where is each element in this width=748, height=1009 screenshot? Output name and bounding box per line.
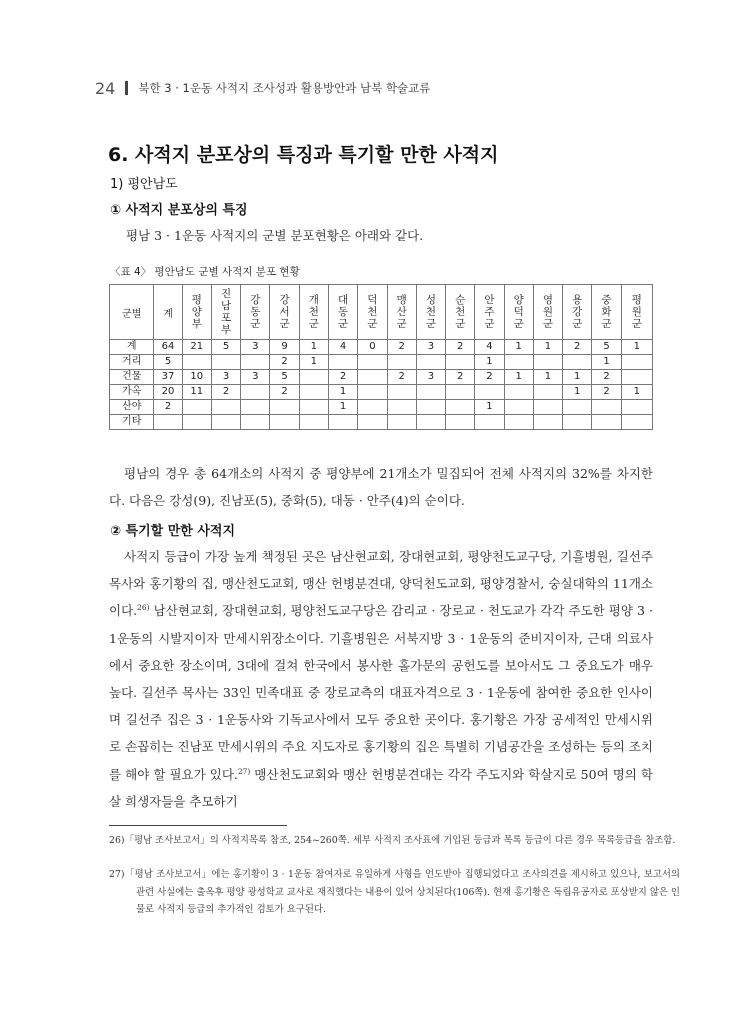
column-header-label: 군별 <box>122 308 142 320</box>
table-cell <box>387 385 416 400</box>
column-header <box>299 285 328 340</box>
column-header <box>358 285 387 340</box>
column-header-label: 덕천군 <box>367 294 378 330</box>
footnote-ref-26[interactable]: 26) <box>137 603 150 613</box>
table-cell: 1 <box>533 370 562 385</box>
paragraph-text-c: 맹산천도교회와 맹산 헌병분견대는 각각 주도지와 학살지로 50여 명의 학살 희생자들을 추모하기 <box>109 766 653 809</box>
table-cell <box>328 355 357 370</box>
footnote-number: 27) <box>109 869 125 880</box>
table-cell <box>446 385 475 400</box>
table-cell: 2 <box>592 370 621 385</box>
section-title: 6. 사적지 분포상의 특징과 특기할 만한 사적지 <box>108 144 499 166</box>
column-header <box>270 285 299 340</box>
table-cell <box>241 385 270 400</box>
column-header-label: 계 <box>163 308 173 320</box>
table-cell <box>211 355 240 370</box>
table-cell <box>154 415 182 430</box>
table-cell: 3 <box>241 340 270 355</box>
table-cell: 3 <box>416 340 445 355</box>
table-row <box>110 385 653 400</box>
table-cell: 2 <box>211 385 240 400</box>
table-cell: 2 <box>446 340 475 355</box>
table-cell <box>299 415 328 430</box>
page-header <box>95 78 430 98</box>
table-cell: 1 <box>563 370 592 385</box>
column-header-label: 용강군 <box>572 294 583 330</box>
table-cell: 20 <box>154 385 182 400</box>
column-header <box>387 285 416 340</box>
table-cell: 1 <box>533 340 562 355</box>
column-header-label: 안주군 <box>484 294 495 330</box>
table-caption: 〈표 4〉 평안남도 군별 사적지 분포 현황 <box>110 266 300 278</box>
table-cell <box>504 355 533 370</box>
footnote-ref-27[interactable]: 27) <box>237 766 251 776</box>
table-cell <box>416 400 445 415</box>
column-header-label: 평양부 <box>191 294 202 330</box>
subsection-title: 1) 평안남도 <box>110 177 178 192</box>
table-cell <box>416 385 445 400</box>
column-header-label: 진남포부 <box>220 288 232 336</box>
table-cell <box>358 400 387 415</box>
table-cell <box>563 355 592 370</box>
column-header-label: 대동군 <box>338 294 349 330</box>
column-header <box>154 285 182 340</box>
column-header-label: 맹산군 <box>396 294 407 330</box>
table-cell <box>533 385 562 400</box>
table-cell: 1 <box>563 385 592 400</box>
column-header-label: 영원군 <box>542 294 554 330</box>
column-header <box>475 285 504 340</box>
column-header <box>182 285 211 340</box>
column-header <box>533 285 562 340</box>
table-cell <box>270 415 299 430</box>
paragraph-text-b: 남산현교회, 장대현교회, 평양천도교구당은 감리교 · 장로교 · 천도교가 각각 주도한 평양 3 · 1운동의 시발지이자 만세시위장소이다. 기흘병원은 서북지방 3 · 1운동의 준비지이자, 근대 의료사에서 중요한 장소이며, 3대에 걸쳐 한국에서 봉사한 홀가문의 공헌도를 보아서도 그 중요도가 매우 높다. 길선주 목사는 33인 민족대표 중 장로교측의 대표자격으로 3 · 1운동에 참여한 중요한 인사이며 길선주 집은 3 · 1운동사와 기독교사에서 모두 중요한 곳이다. 홍기황은 가장 공세적인 만세시위로 손꼽히는 진남포 만세시위의 주요 지도자로 홍기황의 집은 특별히 기념공간을 조성하는 등의 조치를 해야 할 필요가 있다. <box>109 603 653 782</box>
table-cell: 3 <box>211 370 240 385</box>
table-cell: 11 <box>182 385 211 400</box>
column-header-label: 개천군 <box>308 294 319 330</box>
table-cell: 2 <box>563 340 592 355</box>
table-cell: 1 <box>592 355 621 370</box>
table-cell: 2 <box>387 370 416 385</box>
table-cell <box>446 400 475 415</box>
table-row <box>110 355 653 370</box>
table-cell: 1 <box>328 385 357 400</box>
page-number: 24 <box>95 78 116 98</box>
table-cell: 5 <box>270 370 299 385</box>
table-cell <box>416 415 445 430</box>
table-cell <box>241 400 270 415</box>
paragraph-distribution <box>109 460 653 514</box>
table-cell: 1 <box>475 400 504 415</box>
table-cell <box>504 400 533 415</box>
table-cell <box>621 370 652 385</box>
table-row <box>110 340 653 355</box>
column-header <box>416 285 445 340</box>
table-cell <box>182 355 211 370</box>
table-cell: 3 <box>416 370 445 385</box>
table-cell: 1 <box>621 385 652 400</box>
table-cell: 4 <box>328 340 357 355</box>
table-cell <box>592 415 621 430</box>
table-cell: 2 <box>592 385 621 400</box>
header-divider <box>125 81 128 95</box>
column-header <box>328 285 357 340</box>
table-cell: 1 <box>504 370 533 385</box>
column-header <box>563 285 592 340</box>
footnote-divider <box>109 825 287 826</box>
column-header-label: 중화군 <box>601 294 612 330</box>
table-cell <box>299 370 328 385</box>
row-label-cell: 건물 <box>110 370 154 385</box>
column-header-label: 순천군 <box>455 294 466 330</box>
column-header-label: 양덕군 <box>513 294 524 330</box>
column-header-label: 강동군 <box>250 294 261 330</box>
table-cell: 5 <box>154 355 182 370</box>
table-cell: 1 <box>328 400 357 415</box>
paragraph-text-a: 사적지 등급이 가장 높게 책정된 곳은 남산현교회, 장대현교회, 평양천도교구당, 기흘병원, 길선주목사와 홍기황의 집, 맹산천도교회, 맹산 헌병분견대, 양덕천도교회, 평양경찰서, 숭실대학의 11개소이다. <box>109 549 653 619</box>
intro-sentence: 평남 3 · 1운동 사적지의 군별 분포현황은 아래와 같다. <box>126 228 424 243</box>
footnote-26 <box>109 832 680 850</box>
table-cell <box>241 415 270 430</box>
running-title: 북한 3 · 1운동 사적지 조사성과 활용방안과 남북 학술교류 <box>138 81 431 95</box>
table-header-row <box>110 285 653 340</box>
table-cell <box>211 400 240 415</box>
table-cell <box>446 355 475 370</box>
table-cell <box>211 415 240 430</box>
table-cell <box>475 385 504 400</box>
row-label-cell: 기타 <box>110 415 154 430</box>
table-cell <box>621 355 652 370</box>
table-cell: 5 <box>592 340 621 355</box>
table-cell <box>475 415 504 430</box>
column-header <box>110 285 154 340</box>
footnote-27 <box>109 866 680 919</box>
column-header <box>446 285 475 340</box>
table-cell: 1 <box>475 355 504 370</box>
table-cell <box>387 415 416 430</box>
table-row <box>110 370 653 385</box>
row-label-cell: 거리 <box>110 355 154 370</box>
table-cell: 37 <box>154 370 182 385</box>
table-cell <box>270 400 299 415</box>
table-cell: 1 <box>504 340 533 355</box>
table-cell <box>446 415 475 430</box>
column-header-label: 강서군 <box>279 294 290 330</box>
table-cell: 2 <box>387 340 416 355</box>
table-cell <box>328 415 357 430</box>
row-label-cell: 가옥 <box>110 385 154 400</box>
column-header <box>211 285 240 340</box>
table-cell: 2 <box>475 370 504 385</box>
table-cell <box>358 370 387 385</box>
paragraph-text: 평남의 경우 총 64개소의 사적지 중 평양부에 21개소가 밀집되어 전체 사적지의 32%를 차지한다. 다음은 강성(9), 진남포(5), 중화(5), 대동 · 안주(4)의 순이다. <box>109 466 653 509</box>
row-label-cell: 산야 <box>110 400 154 415</box>
table-cell <box>504 385 533 400</box>
table-cell: 21 <box>182 340 211 355</box>
table-cell: 1 <box>621 340 652 355</box>
table-cell <box>416 355 445 370</box>
table-cell <box>592 400 621 415</box>
table-cell <box>241 355 270 370</box>
column-header <box>621 285 652 340</box>
table-cell <box>182 400 211 415</box>
column-header <box>504 285 533 340</box>
paragraph-notable-sites <box>109 543 653 815</box>
footnote-number: 26) <box>109 835 125 846</box>
table-cell <box>387 355 416 370</box>
table-cell <box>533 415 562 430</box>
footnote-text: 「평남 조사보고서」에는 홍기황이 3 · 1운동 참여자로 유일하게 사형을 언도받아 집행되었다고 조사의견을 제시하고 있으나, 보고서의 관련 사실에는 출옥후 평양 광성학교 교사로 재직했다는 내용이 있어 상치된다(106쪽). 현재 홍기황은 독립유공자로 포상받지 않은 인물로 사적지 등급의 추가적인 검토가 요구된다. <box>124 869 680 915</box>
table-cell: 0 <box>358 340 387 355</box>
column-header-label: 평원군 <box>631 294 642 330</box>
table-cell <box>387 400 416 415</box>
table-cell: 2 <box>270 355 299 370</box>
table-cell: 10 <box>182 370 211 385</box>
table-cell <box>182 415 211 430</box>
table-cell <box>299 400 328 415</box>
table-row <box>110 415 653 430</box>
table-cell <box>358 415 387 430</box>
table-cell <box>563 400 592 415</box>
table-cell <box>563 415 592 430</box>
table-cell <box>621 415 652 430</box>
subheading-notable-sites: ② 특기할 만한 사적지 <box>110 524 236 539</box>
table-cell <box>358 355 387 370</box>
table-cell: 5 <box>211 340 240 355</box>
table-cell: 2 <box>328 370 357 385</box>
table-cell: 1 <box>299 355 328 370</box>
table-cell: 9 <box>270 340 299 355</box>
table-cell: 3 <box>241 370 270 385</box>
table-cell <box>299 385 328 400</box>
table-cell: 2 <box>446 370 475 385</box>
column-header <box>241 285 270 340</box>
table-cell <box>504 415 533 430</box>
table-cell: 1 <box>299 340 328 355</box>
table-cell <box>358 385 387 400</box>
column-header <box>592 285 621 340</box>
table-cell: 2 <box>270 385 299 400</box>
column-header-label: 성천군 <box>425 294 436 330</box>
subheading-distribution: ① 사적지 분포상의 특징 <box>110 203 248 218</box>
table-cell: 64 <box>154 340 182 355</box>
distribution-table <box>109 284 653 430</box>
table-row <box>110 400 653 415</box>
table-body <box>110 340 653 430</box>
table-cell: 2 <box>154 400 182 415</box>
table-cell <box>621 400 652 415</box>
row-label-cell: 계 <box>110 340 154 355</box>
table-cell <box>533 400 562 415</box>
footnote-text: 「평남 조사보고서」의 사적지목록 참조, 254~260쪽. 세부 사적지 조사표에 기입된 등급과 목록 등급이 다른 경우 목록등급을 참조함. <box>124 835 676 846</box>
table-cell <box>533 355 562 370</box>
table-cell: 4 <box>475 340 504 355</box>
